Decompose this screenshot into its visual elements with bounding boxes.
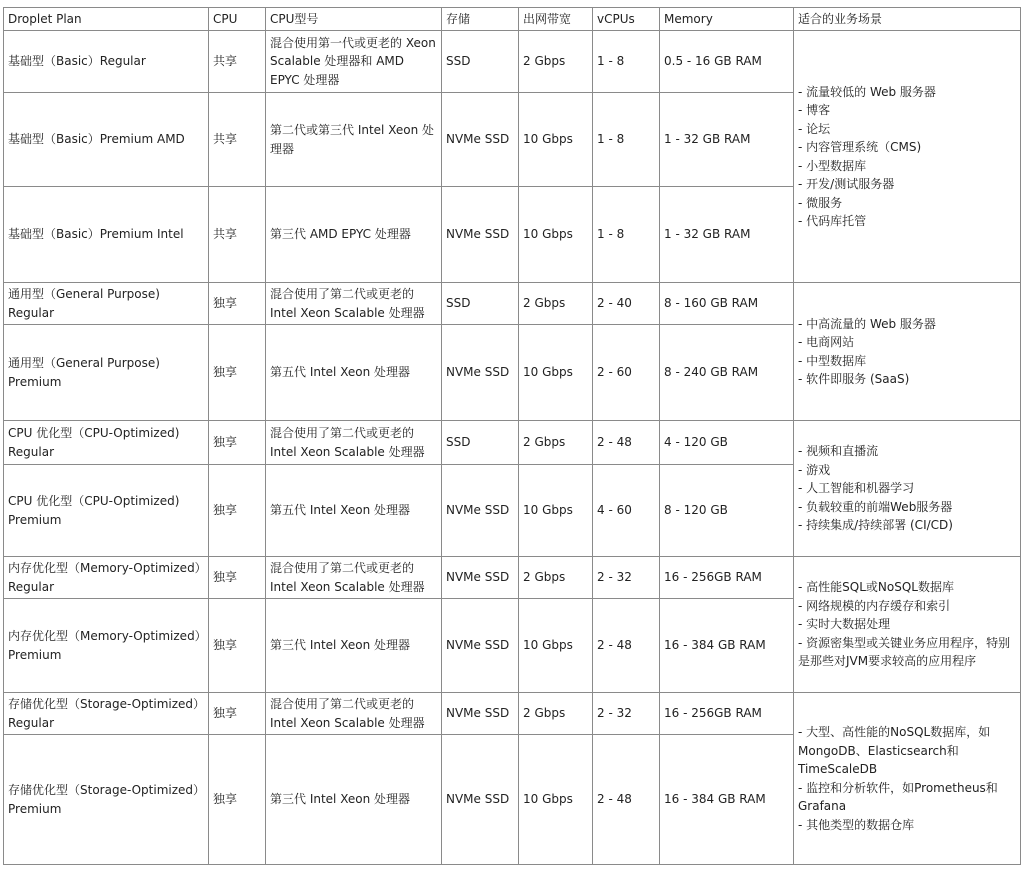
scenario-item: - 代码库托管 [798, 214, 867, 228]
scenario-item: - 监控和分析软件，如Prometheus和Grafana [798, 780, 998, 813]
cell-plan: 存储优化型（Storage-Optimized）Premium [4, 735, 209, 865]
cell-bandwidth: 2 Gbps [519, 31, 593, 93]
cell-storage: NVMe SSD [442, 693, 519, 735]
scenario-item: - 电商网站 [798, 335, 855, 349]
cell-cpu-model: 混合使用了第二代或更老的 Intel Xeon Scalable 处理器 [266, 693, 442, 735]
table-row [4, 421, 1021, 465]
cell-memory: 16 - 256GB RAM [660, 693, 794, 735]
cell-cpu: 共享 [209, 187, 266, 283]
cell-cpu: 独享 [209, 693, 266, 735]
header-row [4, 8, 1021, 31]
cell-cpu: 独享 [209, 735, 266, 865]
scenario-item: - 持续集成/持续部署 (CI/CD) [798, 518, 953, 533]
cell-memory: 8 - 120 GB [660, 465, 794, 557]
scenario-item: - 博客 [798, 103, 831, 117]
table-row [4, 557, 1021, 599]
cell-storage: NVMe SSD [442, 325, 519, 421]
droplet-plan-table [3, 7, 1021, 865]
scenario-item: - 微服务 [798, 195, 843, 210]
col-header-cpu: CPU [209, 8, 266, 31]
cell-bandwidth: 2 Gbps [519, 283, 593, 325]
table-row [4, 693, 1021, 735]
cell-memory: 8 - 240 GB RAM [660, 325, 794, 421]
scenario-item: - 中高流量的 Web 服务器 [798, 316, 936, 331]
cell-memory: 1 - 32 GB RAM [660, 93, 794, 187]
scenario-item: - 内容管理系统（CMS) [798, 140, 922, 154]
cell-vcpus: 4 - 60 [593, 465, 660, 557]
cell-cpu-model: 第五代 Intel Xeon 处理器 [266, 325, 442, 421]
cell-plan: CPU 优化型（CPU-Optimized) Premium [4, 465, 209, 557]
col-header-plan: Droplet Plan [4, 8, 209, 31]
cell-memory: 4 - 120 GB [660, 421, 794, 465]
cell-vcpus: 2 - 48 [593, 421, 660, 465]
cell-vcpus: 2 - 32 [593, 557, 660, 599]
cell-storage: NVMe SSD [442, 599, 519, 693]
scenario-item: - 游戏 [798, 462, 831, 477]
cell-vcpus: 1 - 8 [593, 31, 660, 93]
scenario-item: - 人工智能和机器学习 [798, 481, 915, 496]
cell-cpu: 独享 [209, 421, 266, 465]
cell-storage: NVMe SSD [442, 735, 519, 865]
cell-cpu-model: 混合使用了第二代或更老的 Intel Xeon Scalable 处理器 [266, 557, 442, 599]
table-row [4, 283, 1021, 325]
cell-storage: SSD [442, 421, 519, 465]
cell-storage: NVMe SSD [442, 465, 519, 557]
scenario-item: - 流量较低的 Web 服务器 [798, 84, 936, 99]
scenario-item: - 开发/测试服务器 [798, 177, 895, 191]
cell-cpu: 独享 [209, 283, 266, 325]
cell-storage: NVMe SSD [442, 557, 519, 599]
cell-memory: 16 - 384 GB RAM [660, 735, 794, 865]
cell-cpu-model: 第五代 Intel Xeon 处理器 [266, 465, 442, 557]
cell-storage: NVMe SSD [442, 187, 519, 283]
cell-memory: 1 - 32 GB RAM [660, 187, 794, 283]
cell-cpu: 共享 [209, 31, 266, 93]
cell-bandwidth: 2 Gbps [519, 557, 593, 599]
cell-plan: 基础型（Basic）Premium AMD [4, 93, 209, 187]
cell-cpu: 共享 [209, 93, 266, 187]
cell-scenarios [794, 557, 1021, 693]
cell-bandwidth: 10 Gbps [519, 465, 593, 557]
cell-cpu-model: 混合使用第一代或更老的 Xeon Scalable 处理器和 AMD EPYC 处理器 [266, 31, 442, 93]
cell-cpu-model: 混合使用了第二代或更老的 Intel Xeon Scalable 处理器 [266, 283, 442, 325]
scenario-item: - 软件即服务 (SaaS) [798, 372, 910, 386]
cell-cpu-model: 第三代 Intel Xeon 处理器 [266, 735, 442, 865]
cell-bandwidth: 2 Gbps [519, 421, 593, 465]
cell-storage: SSD [442, 31, 519, 93]
cell-vcpus: 1 - 8 [593, 187, 660, 283]
cell-plan: 基础型（Basic）Premium Intel [4, 187, 209, 283]
cell-scenarios [794, 283, 1021, 421]
cell-bandwidth: 2 Gbps [519, 693, 593, 735]
cell-memory: 8 - 160 GB RAM [660, 283, 794, 325]
cell-memory: 16 - 256GB RAM [660, 557, 794, 599]
scenario-item: - 大型、高性能的NoSQL数据库，如MongoDB、Elasticsearch和TimeScaleDB [798, 725, 991, 776]
col-header-memory: Memory [660, 8, 794, 31]
cell-cpu-model: 第三代 AMD EPYC 处理器 [266, 187, 442, 283]
cell-plan: 通用型（General Purpose) Premium [4, 325, 209, 421]
cell-plan: CPU 优化型（CPU-Optimized) Regular [4, 421, 209, 465]
scenario-item: - 负载较重的前端Web服务器 [798, 499, 953, 514]
scenario-item: - 资源密集型或关键业务应用程序，特别是那些对JVM要求较高的应用程序 [798, 635, 1011, 669]
cell-plan: 基础型（Basic）Regular [4, 31, 209, 93]
cell-vcpus: 2 - 32 [593, 693, 660, 735]
cell-vcpus: 2 - 48 [593, 735, 660, 865]
col-header-vcpus: vCPUs [593, 8, 660, 31]
cell-cpu-model: 混合使用了第二代或更老的 Intel Xeon Scalable 处理器 [266, 421, 442, 465]
cell-bandwidth: 10 Gbps [519, 325, 593, 421]
cell-vcpus: 1 - 8 [593, 93, 660, 187]
col-header-storage: 存储 [442, 8, 519, 31]
scenario-item: - 实时大数据处理 [798, 617, 891, 632]
cell-bandwidth: 10 Gbps [519, 187, 593, 283]
scenario-item: - 高性能SQL或NoSQL数据库 [798, 580, 954, 595]
cell-bandwidth: 10 Gbps [519, 599, 593, 693]
cell-plan: 通用型（General Purpose) Regular [4, 283, 209, 325]
cell-vcpus: 2 - 40 [593, 283, 660, 325]
scenario-item: - 论坛 [798, 121, 831, 136]
cell-bandwidth: 10 Gbps [519, 93, 593, 187]
scenario-item: - 其他类型的数据仓库 [798, 817, 915, 832]
cell-cpu: 独享 [209, 465, 266, 557]
cell-vcpus: 2 - 48 [593, 599, 660, 693]
col-header-scenarios: 适合的业务场景 [794, 8, 1021, 31]
scenario-item: - 网络规模的内存缓存和索引 [798, 598, 951, 613]
cell-storage: NVMe SSD [442, 93, 519, 187]
cell-storage: SSD [442, 283, 519, 325]
cell-bandwidth: 10 Gbps [519, 735, 593, 865]
col-header-bandwidth: 出网带宽 [519, 8, 593, 31]
cell-vcpus: 2 - 60 [593, 325, 660, 421]
cell-memory: 16 - 384 GB RAM [660, 599, 794, 693]
table-row [4, 31, 1021, 93]
scenario-item: - 小型数据库 [798, 158, 867, 173]
cell-cpu: 独享 [209, 325, 266, 421]
cell-scenarios [794, 693, 1021, 865]
scenario-item: - 中型数据库 [798, 353, 867, 368]
cell-plan: 内存优化型（Memory-Optimized）Regular [4, 557, 209, 599]
cell-scenarios [794, 421, 1021, 557]
cell-cpu-model: 第三代 Intel Xeon 处理器 [266, 599, 442, 693]
cell-memory: 0.5 - 16 GB RAM [660, 31, 794, 93]
cell-cpu: 独享 [209, 557, 266, 599]
cell-plan: 内存优化型（Memory-Optimized）Premium [4, 599, 209, 693]
cell-plan: 存储优化型（Storage-Optimized）Regular [4, 693, 209, 735]
cell-scenarios [794, 31, 1021, 283]
cell-cpu-model: 第二代或第三代 Intel Xeon 处理器 [266, 93, 442, 187]
col-header-cpu-model: CPU型号 [266, 8, 442, 31]
cell-cpu: 独享 [209, 599, 266, 693]
scenario-item: - 视频和直播流 [798, 444, 879, 459]
